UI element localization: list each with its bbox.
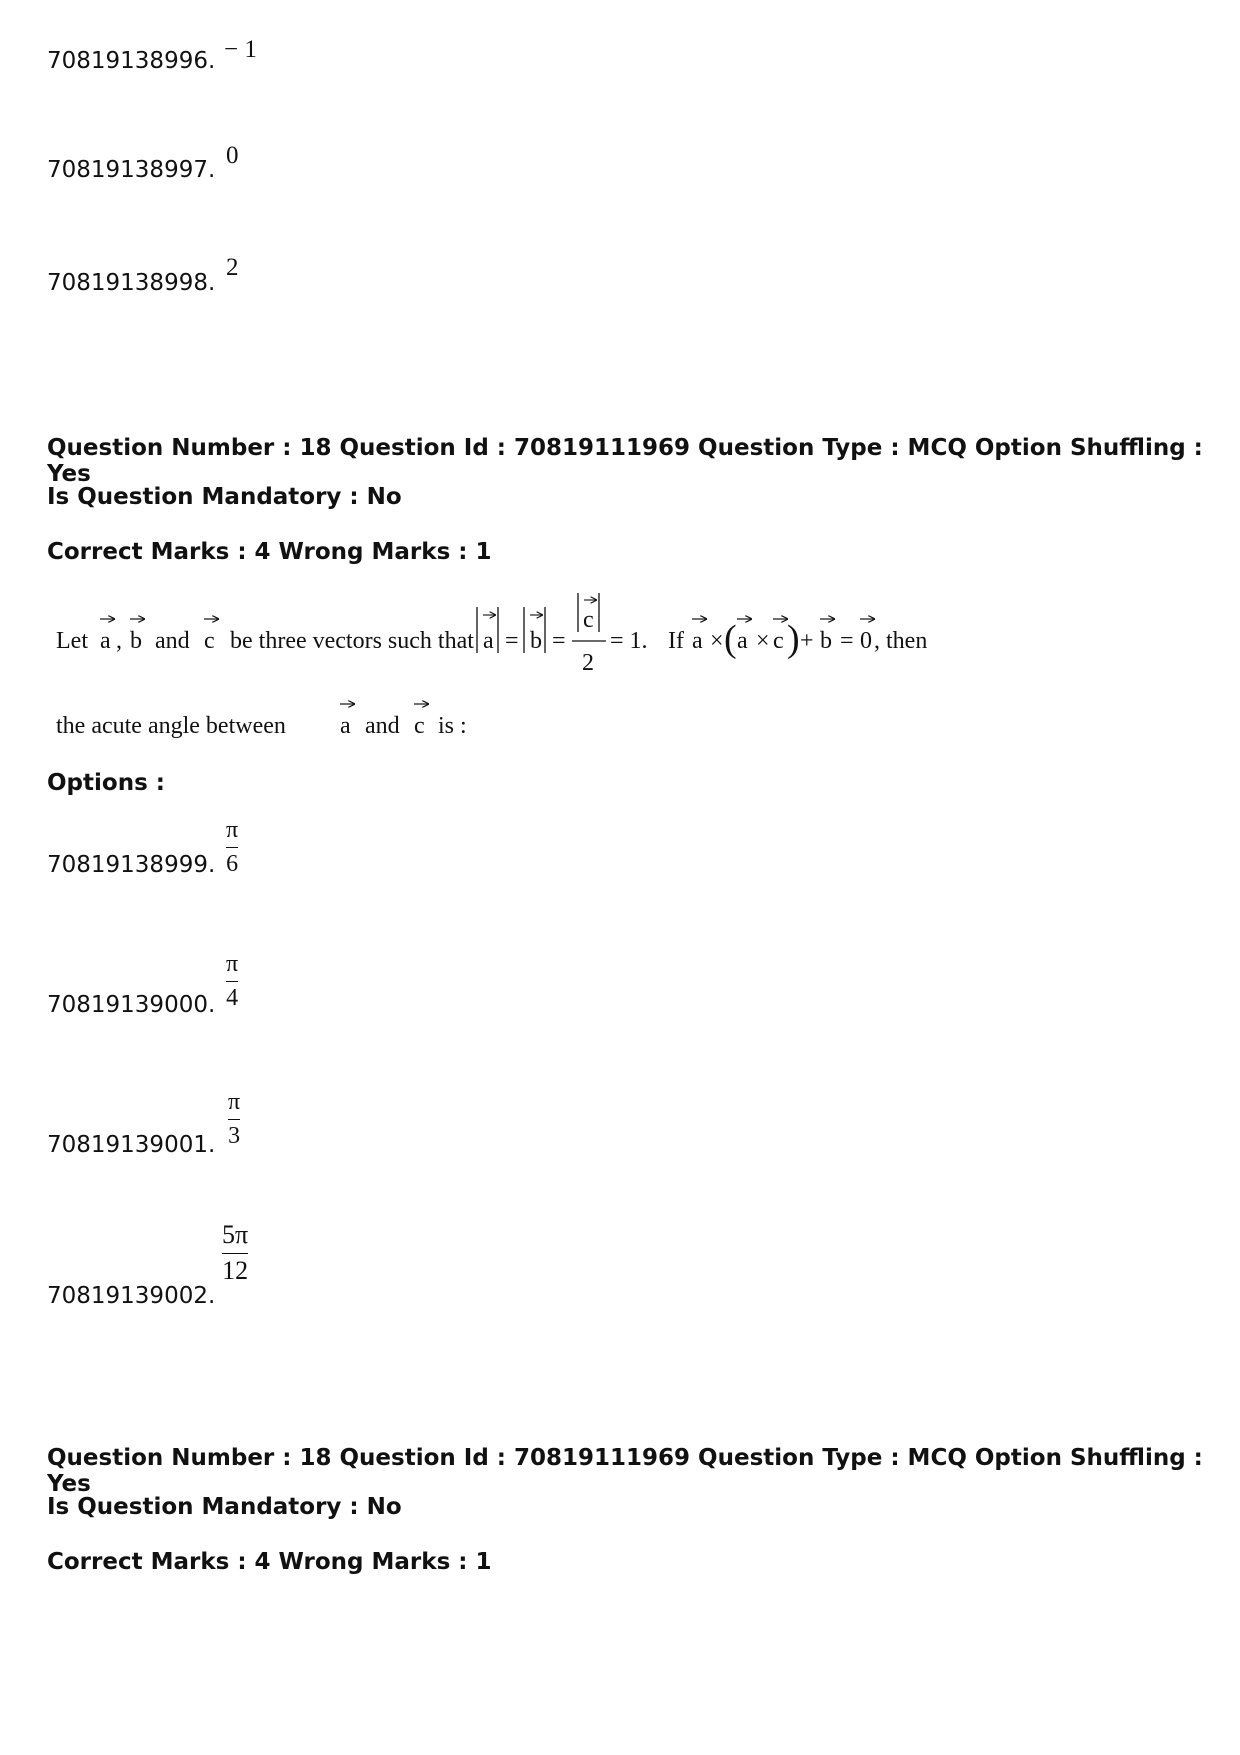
fraction-denominator: 12 — [222, 1256, 249, 1285]
vector-b: b — [530, 628, 542, 654]
option-id: 70819138996. — [47, 48, 216, 74]
denominator-two: 2 — [582, 650, 594, 676]
option-value: 2 — [226, 254, 239, 281]
vector-a: a — [483, 628, 494, 654]
question-mandatory: Is Question Mandatory : No — [47, 1494, 402, 1520]
option-fraction — [228, 1090, 240, 1148]
stem-text-let: Let — [56, 628, 88, 654]
vector-c: c — [583, 607, 594, 633]
stem-text-is: is : — [438, 713, 467, 739]
vector-b: b — [820, 628, 832, 654]
fraction-numerator: π — [228, 1089, 241, 1115]
question-header: Question Number : 18 Question Id : 70819111969 Question Type : MCQ Option Shuffling : Yes — [47, 435, 1203, 487]
option-id: 70819138998. — [47, 270, 216, 296]
vector-c: c — [204, 628, 215, 654]
stem-text-if: If — [668, 628, 684, 654]
stem-text-then: , then — [874, 628, 928, 654]
option-id: 70819139001. — [47, 1132, 216, 1158]
vector-a: a — [692, 628, 703, 654]
stem-text-eq1: = 1. — [610, 628, 648, 654]
vector-a: a — [737, 628, 748, 654]
vector-a: a — [100, 628, 111, 654]
option-id: 70819138999. — [47, 852, 216, 878]
question-stem — [40, 585, 960, 755]
vector-b: b — [130, 628, 142, 654]
svg-text:=: = — [505, 628, 519, 654]
vector-a: a — [340, 713, 351, 739]
option-fraction — [226, 818, 238, 876]
fraction-denominator: 4 — [226, 985, 239, 1011]
question-marks: Correct Marks : 4 Wrong Marks : 1 — [47, 539, 492, 565]
svg-text:×: × — [756, 628, 770, 654]
fraction-numerator: π — [226, 951, 239, 977]
svg-text:=: = — [840, 628, 854, 654]
option-value: 0 — [226, 142, 239, 169]
vector-c: c — [414, 713, 425, 739]
zero-vector: 0 — [860, 628, 872, 654]
svg-text:(: ( — [724, 618, 737, 660]
svg-text:=: = — [552, 628, 566, 654]
option-fraction — [222, 1222, 248, 1284]
option-id: 70819139000. — [47, 992, 216, 1018]
vector-c: c — [773, 628, 784, 654]
stem-text-line2: the acute angle between — [56, 713, 286, 739]
svg-text:,: , — [116, 628, 122, 654]
stem-text-and: and — [155, 628, 190, 654]
question-mandatory: Is Question Mandatory : No — [47, 484, 402, 510]
option-value: − 1 — [224, 36, 257, 63]
stem-text-and: and — [365, 713, 400, 739]
fraction-numerator: 5π — [222, 1220, 249, 1249]
svg-text:+: + — [800, 628, 814, 654]
fraction-numerator: π — [226, 817, 239, 843]
question-header: Question Number : 18 Question Id : 70819111969 Question Type : MCQ Option Shuffling : Yes — [47, 1445, 1203, 1497]
fraction-denominator: 3 — [228, 1123, 241, 1149]
option-fraction — [226, 952, 238, 1010]
stem-text-vectors: be three vectors such that — [230, 628, 474, 654]
fraction-denominator: 6 — [226, 851, 239, 877]
option-id: 70819139002. — [47, 1283, 216, 1309]
svg-text:×: × — [710, 628, 724, 654]
option-id: 70819138997. — [47, 157, 216, 183]
svg-text:): ) — [787, 618, 800, 660]
options-label: Options : — [47, 770, 165, 796]
question-marks: Correct Marks : 4 Wrong Marks : 1 — [47, 1549, 492, 1575]
